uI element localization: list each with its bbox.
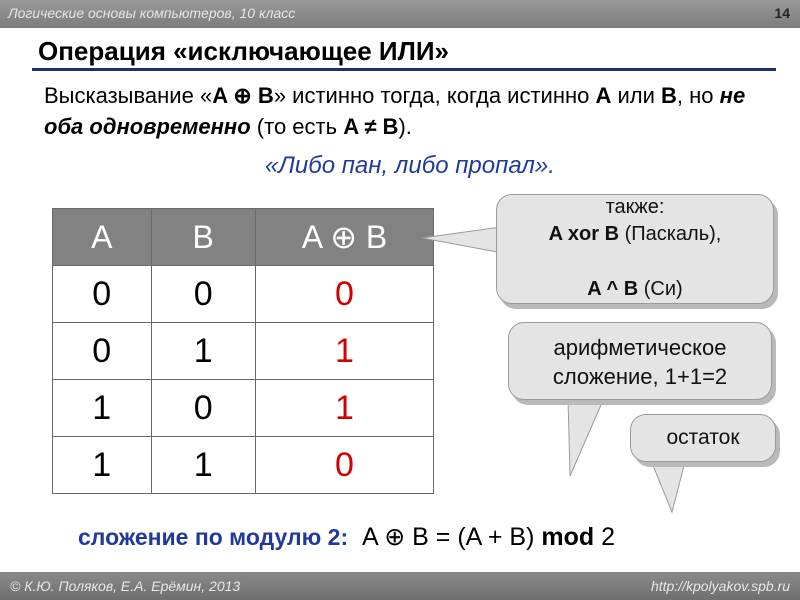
callout-tail-arithmetic [560,396,610,478]
callout-remainder: остаток [630,414,776,462]
operand-b: B [661,83,677,108]
callout-also [496,194,774,304]
table-cell-result: 1 [255,380,433,437]
column-header-a: A [53,209,152,266]
table-cell-a: 1 [53,437,152,494]
table-cell-result: 1 [255,323,433,380]
table-row [53,266,434,323]
statement-part: , но [676,83,720,108]
saying-quote: «Либо пан, либо пропал». [265,152,555,179]
callout-arithmetic-line1: арифметическое [553,335,727,360]
pascal-syntax: A xor B [548,223,620,245]
footer-bar [0,572,800,600]
table-cell-a: 0 [53,323,152,380]
statement-text [44,80,764,142]
table-row [53,437,434,494]
callout-tail-remainder [646,456,696,514]
statement-part: (то есть [250,114,344,139]
operand-a: A [595,83,612,108]
pascal-label: (Паскаль), [619,223,722,245]
formula-right: 2 [594,523,616,551]
copyright-text: © К.Ю. Поляков, Е.А. Ерёмин, 2013 [10,578,241,594]
table-cell-result: 0 [255,437,433,494]
table-cell-a: 0 [53,266,152,323]
not-equal-expression: A ≠ B [343,114,399,139]
table-row [53,323,434,380]
callout-arithmetic-line2: сложение, 1+1=2 [552,364,728,389]
table-cell-b: 1 [151,437,255,494]
formula-label: сложение по модулю 2: [78,524,349,550]
c-label: (Си) [638,278,683,300]
website-link[interactable]: http://kpolyakov.spb.ru [650,578,790,594]
callout-also-heading: также: [605,196,665,218]
truth-table [52,208,434,494]
callout-arithmetic [508,322,772,400]
callout-also-pascal [497,223,773,246]
column-header-result: A ⊕ B [255,209,433,266]
emphasis-text: не оба одновременно [44,83,746,139]
title-divider [32,68,776,71]
xor-expression: A ⊕ B [212,83,274,108]
table-cell-b: 0 [151,266,255,323]
statement-part: » истинно тогда, когда истинно [273,83,596,108]
table-cell-b: 0 [151,380,255,437]
callout-also-c [497,278,773,301]
c-syntax: A ^ B [587,278,639,300]
table-header-row [53,209,434,266]
course-label: Логические основы компьютеров, 10 класс [8,5,296,21]
header-bar [0,0,800,28]
slide-title: Операция «исключающее ИЛИ» [38,36,449,66]
statement-part: ). [398,114,412,139]
statement-part: Высказывание « [44,83,213,108]
formula-left: A ⊕ B = (A + B) [362,523,542,551]
statement-part: или [611,83,662,108]
column-header-b: B [151,209,255,266]
table-cell-result: 0 [255,266,433,323]
formula-mod: mod [541,523,595,551]
slide-number: 14 [774,5,790,21]
mod2-formula [78,522,615,552]
table-row [53,380,434,437]
table-cell-a: 1 [53,380,152,437]
table-cell-b: 1 [151,323,255,380]
